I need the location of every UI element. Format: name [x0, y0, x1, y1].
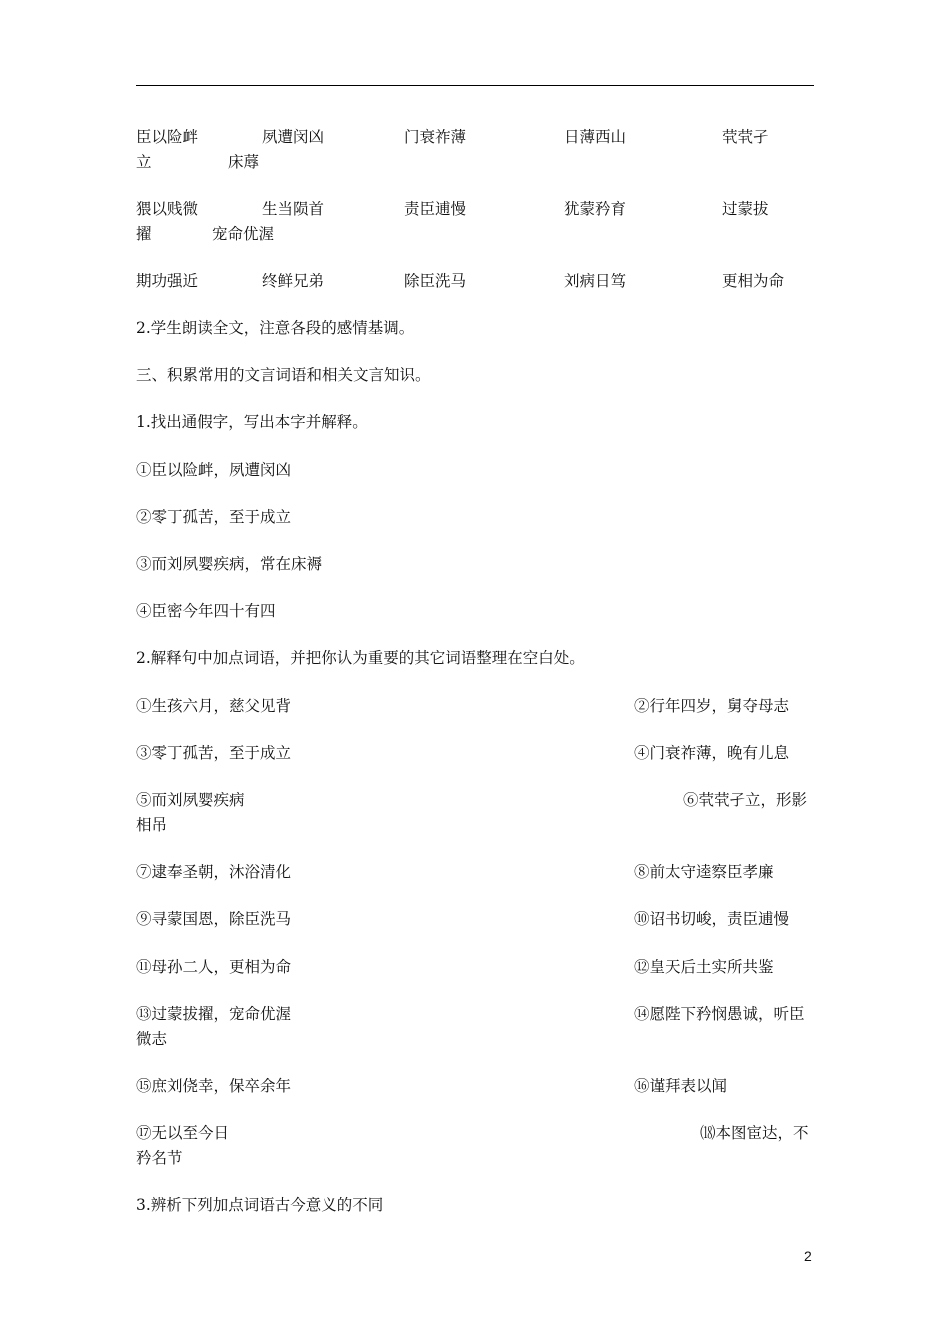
task-2-item-right: ⑫皇天后土实所共鉴 [634, 958, 774, 976]
word-item: 期功强近 [136, 272, 199, 290]
word-item: 日薄西山 [564, 128, 627, 146]
word-item: 床蓐 [228, 153, 260, 171]
task-1-item: ④臣密今年四十有四 [136, 602, 276, 620]
word-item: 刘病日笃 [564, 272, 627, 290]
task-2-item-right: ⑩诏书切峻，责臣逋慢 [634, 910, 790, 928]
word-item: 犹蒙矜育 [564, 200, 627, 218]
task-2-item-left: ⑬过蒙拔擢，宠命优渥 [136, 1005, 292, 1023]
task-2-item-left: ⑨寻蒙国恩，除臣洗马 [136, 910, 292, 928]
task-2-item-right: ④门衰祚薄，晚有儿息 [634, 744, 790, 762]
task-2-item-left: ⑰无以至今日 [136, 1124, 230, 1142]
task-2-item-right: ⒅本图宦达，不 [700, 1124, 809, 1142]
word-item: 更相为命 [722, 272, 785, 290]
word-item: 夙遭闵凶 [262, 128, 325, 146]
word-item: 茕茕孑 [722, 128, 769, 146]
task-2-item-wrap: 微志 [136, 1030, 168, 1048]
task-2-item-right: ⑧前太守逵察臣孝廉 [634, 863, 774, 881]
word-item: 除臣洗马 [404, 272, 467, 290]
word-item: 生当陨首 [262, 200, 325, 218]
task-2-item-right: ⑥茕茕孑立，形影 [683, 791, 808, 809]
page-number: 2 [804, 1248, 812, 1264]
task-2-item-right: ⑭愿陛下矜悯愚诚，听臣 [634, 1005, 805, 1023]
instruction-read: 2.学生朗读全文，注意各段的感情基调。 [136, 319, 415, 337]
task-2-item-wrap: 矜名节 [136, 1149, 183, 1167]
word-item: 臣以险衅 [136, 128, 199, 146]
word-item: 终鲜兄弟 [262, 272, 325, 290]
task-2-item-right: ②行年四岁，舅夺母志 [634, 697, 790, 715]
task-2-item-left: ⑪母孙二人，更相为命 [136, 958, 292, 976]
task-2-item-left: ③零丁孤苦，至于成立 [136, 744, 292, 762]
task-1-item: ②零丁孤苦，至于成立 [136, 508, 292, 526]
task-2-item-wrap: 相吊 [136, 816, 168, 834]
word-item: 擢 [136, 225, 152, 243]
task-2-item-left: ⑮庶刘侥幸，保卒余年 [136, 1077, 292, 1095]
word-item: 猥以贱微 [136, 200, 199, 218]
word-item: 宠命优渥 [212, 225, 275, 243]
task-2-item-right: ⑯谨拜表以闻 [634, 1077, 728, 1095]
section-3-title: 三、积累常用的文言词语和相关文言知识。 [136, 366, 431, 384]
task-1-item: ③而刘夙婴疾病，常在床褥 [136, 555, 323, 573]
task-2-item-left: ⑦逮奉圣朝，沐浴清化 [136, 863, 292, 881]
task-2-item-left: ①生孩六月，慈父见背 [136, 697, 292, 715]
word-item: 门衰祚薄 [404, 128, 467, 146]
word-item: 立 [136, 153, 152, 171]
task-2-item-left: ⑤而刘夙婴疾病 [136, 791, 245, 809]
word-item: 过蒙拔 [722, 200, 769, 218]
header-rule [136, 85, 814, 86]
word-item: 责臣逋慢 [404, 200, 467, 218]
task-1-item: ①臣以险衅，夙遭闵凶 [136, 461, 292, 479]
task-3-title: 3.辨析下列加点词语古今意义的不同 [136, 1196, 384, 1214]
task-2-title: 2.解释句中加点词语，并把你认为重要的其它词语整理在空白处。 [136, 649, 585, 667]
task-1-title: 1.找出通假字，写出本字并解释。 [136, 413, 368, 431]
